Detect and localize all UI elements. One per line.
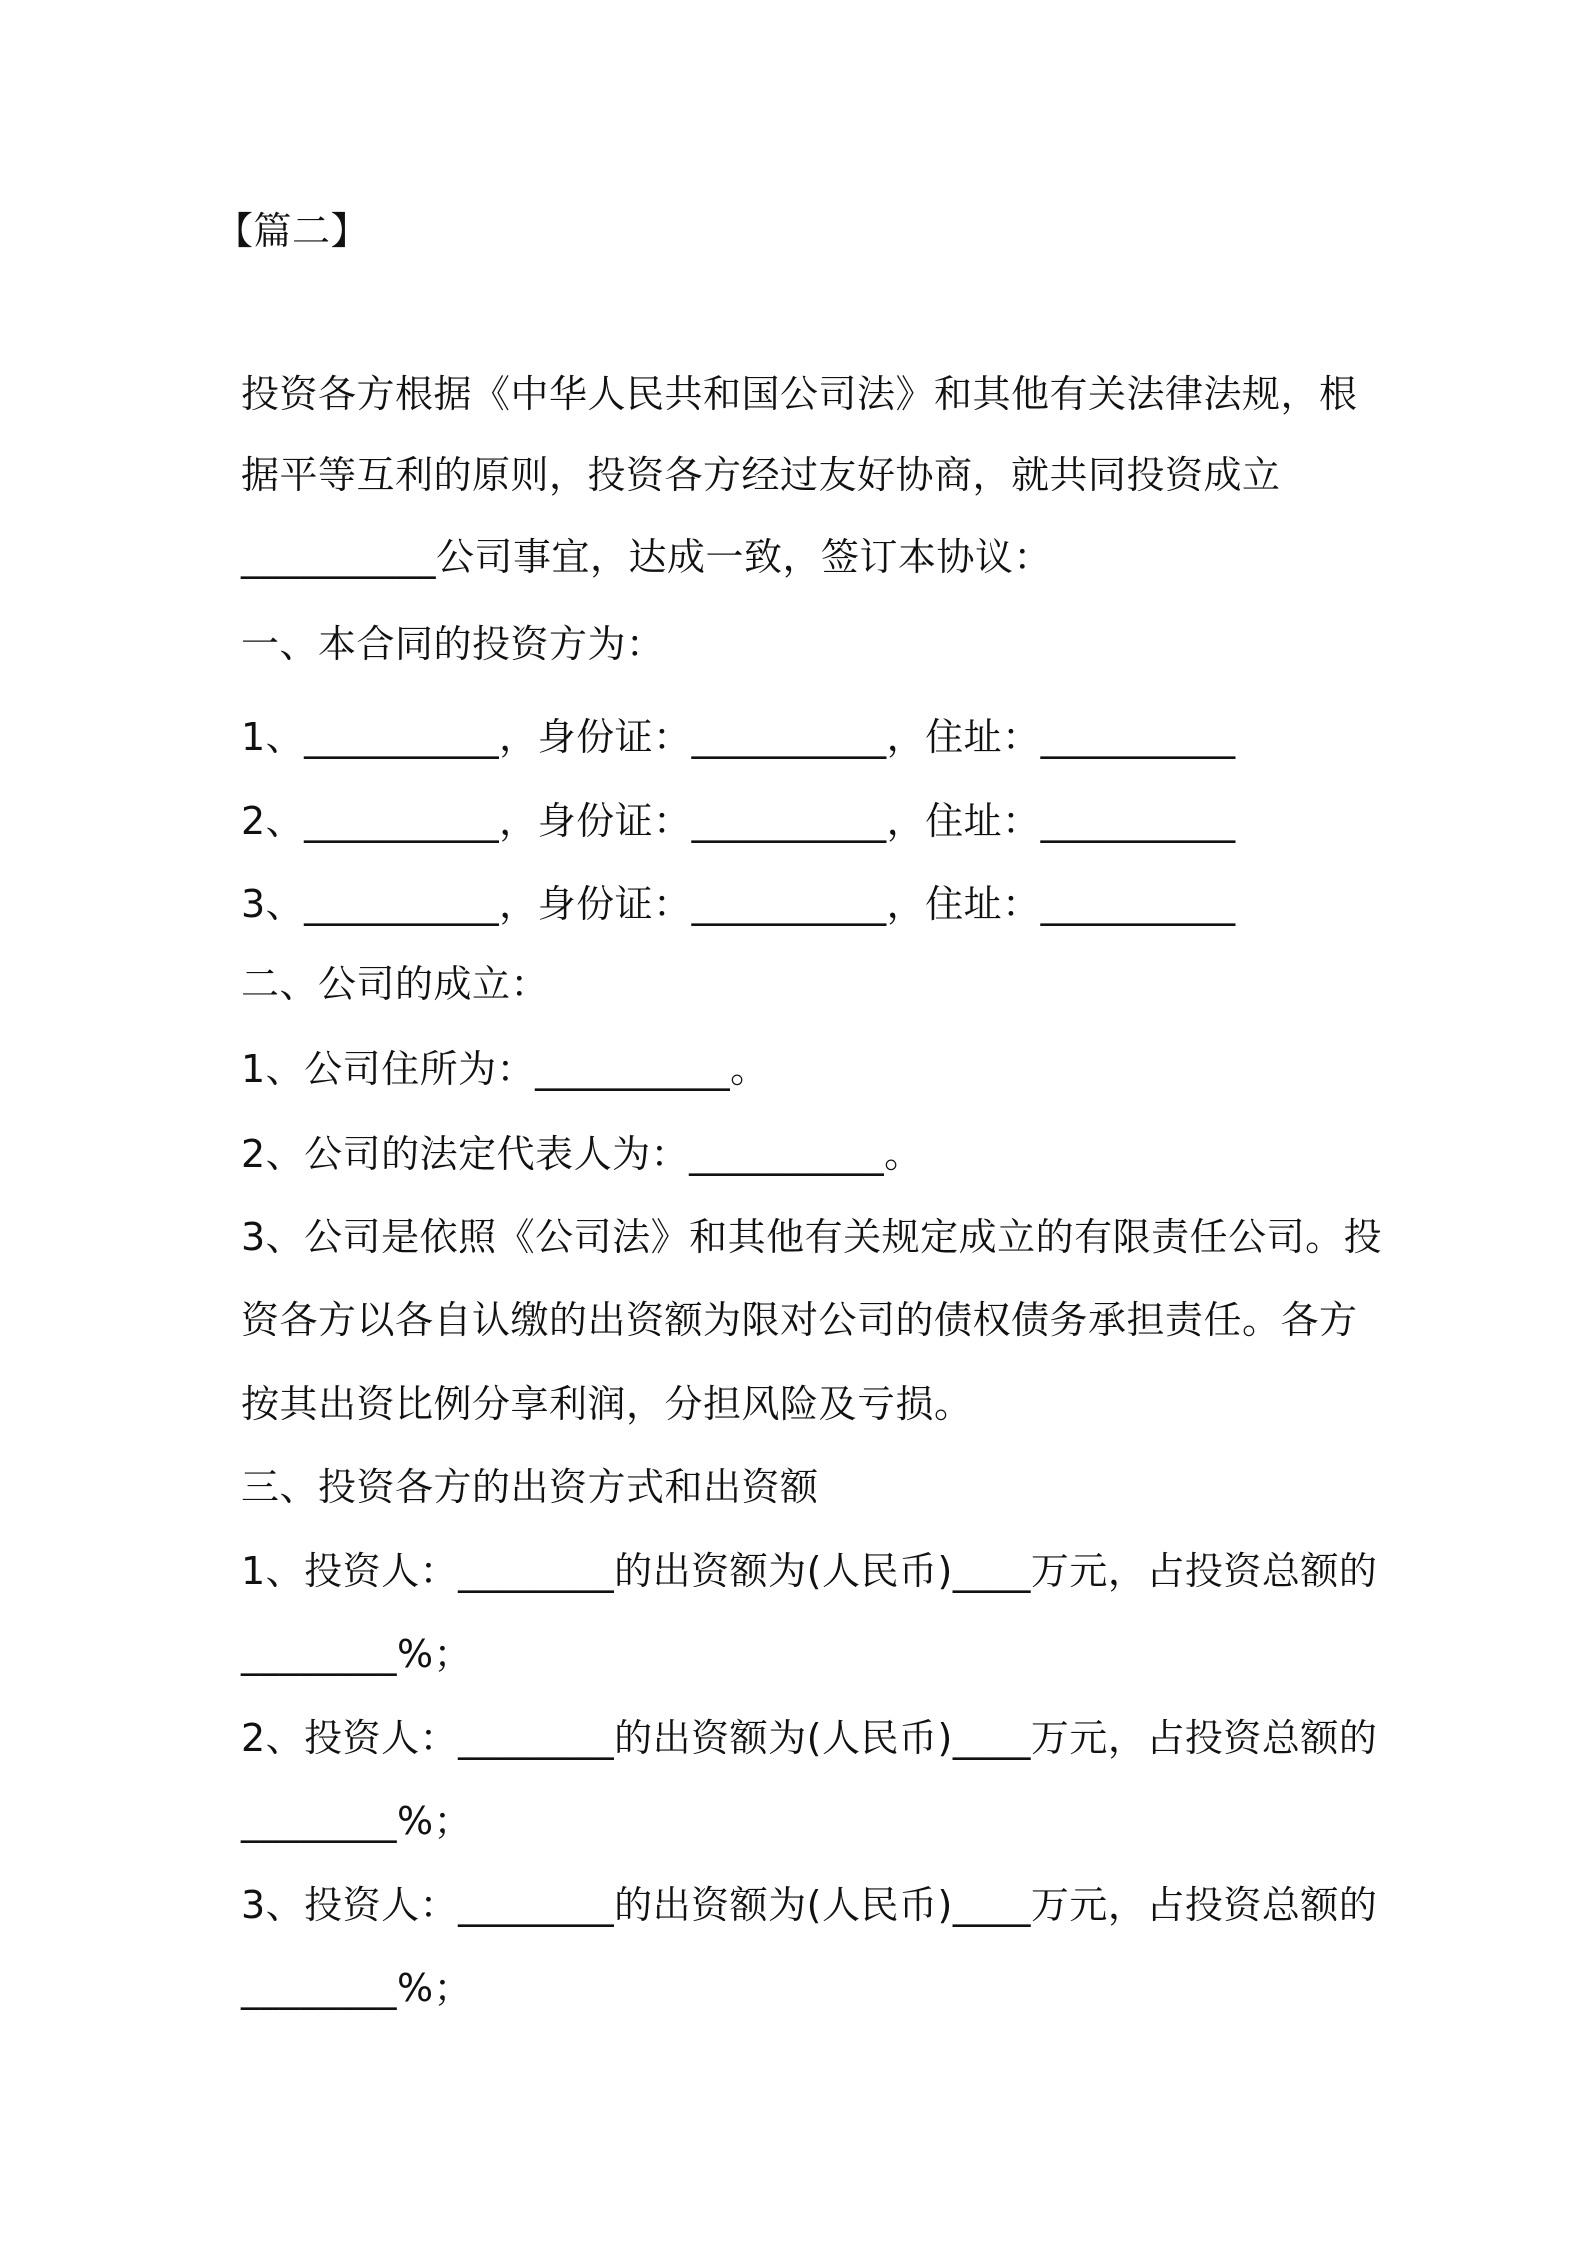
section-3-title: 三、投资各方的出资方式和出资额 bbox=[241, 1465, 819, 1509]
company-type-line-1: 3、公司是依照《公司法》和其他有关规定成立的有限责任公司。投 bbox=[241, 1215, 1383, 1259]
section-2-title: 二、公司的成立： bbox=[241, 962, 550, 1006]
investor-line-3: 3、__________，身份证：__________，住址：__________ bbox=[241, 882, 1236, 926]
company-type-line-3: 按其出资比例分享利润，分担风险及亏损。 bbox=[241, 1382, 973, 1426]
preamble-line-1: 投资各方根据《中华人民共和国公司法》和其他有关法律法规，根 bbox=[241, 372, 1358, 416]
contribution-2-line-1: 2、投资人：________的出资额为(人民币)____万元，占投资总额的 bbox=[241, 1716, 1378, 1760]
preamble-line-2: 据平等互利的原则，投资各方经过友好协商，就共同投资成立 bbox=[241, 453, 1281, 497]
contribution-1-line-1: 1、投资人：________的出资额为(人民币)____万元，占投资总额的 bbox=[241, 1549, 1378, 1593]
section-heading: 【篇二】 bbox=[215, 209, 370, 253]
company-type-line-2: 资各方以各自认缴的出资额为限对公司的债权债务承担责任。各方 bbox=[241, 1298, 1358, 1342]
contribution-3-line-1: 3、投资人：________的出资额为(人民币)____万元，占投资总额的 bbox=[241, 1883, 1378, 1927]
investor-line-1: 1、__________，身份证：__________，住址：__________ bbox=[241, 715, 1236, 759]
legal-rep-line: 2、公司的法定代表人为：__________。 bbox=[241, 1132, 923, 1176]
contribution-2-line-2: ________%； bbox=[241, 1799, 473, 1843]
company-address-line: 1、公司住所为：__________。 bbox=[241, 1047, 769, 1091]
section-1-title: 一、本合同的投资方为： bbox=[241, 622, 665, 666]
contribution-3-line-2: ________%； bbox=[241, 1966, 473, 2010]
contribution-1-line-2: ________%； bbox=[241, 1632, 473, 1676]
investor-line-2: 2、__________，身份证：__________，住址：__________ bbox=[241, 799, 1236, 843]
preamble-line-3: __________公司事宜，达成一致，签订本协议： bbox=[241, 535, 1053, 579]
